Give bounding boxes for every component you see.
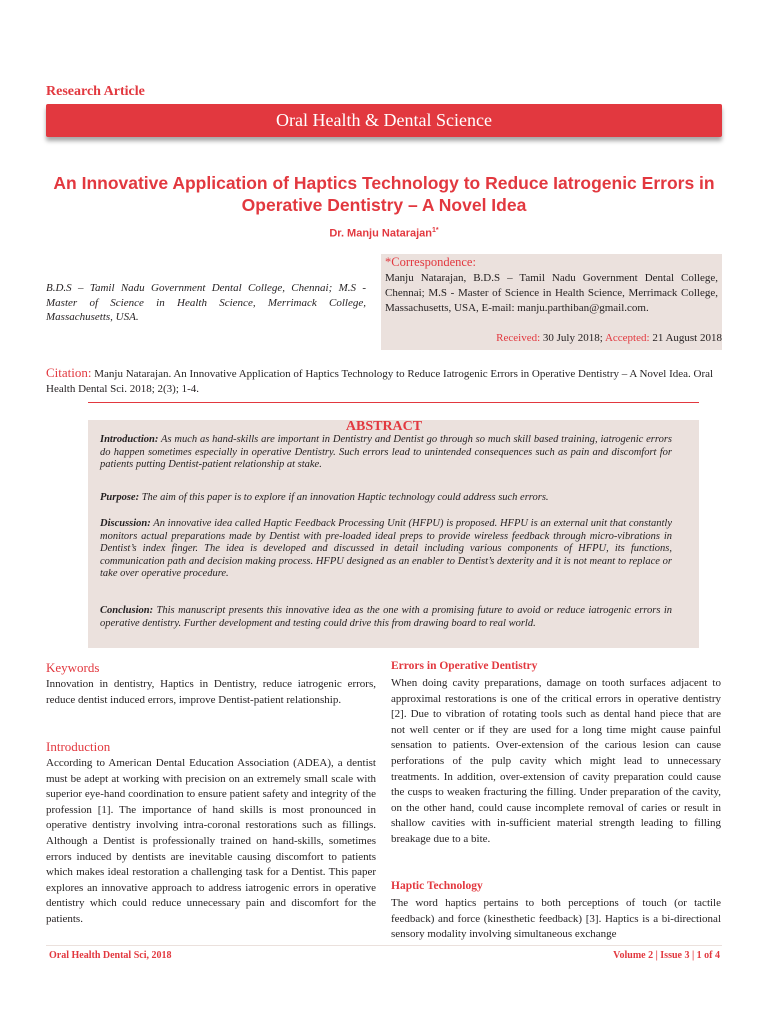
received-label: Received: (496, 332, 541, 344)
introduction-text: According to American Dental Education Association (ADEA), a dentist must be adept at working with precision on an extremely small scale with superior eye-hand coordination to ensure patient safety and integrity of the profession [1]. The importance of hand skills is most pronounced in operative dentistry involving intra-coronal restorations such as fillings. Although a Dentist is professionally trained on hand-skills, sometimes errors induced by dentists are inevitable causing discomfort to patients which makes ideal restoration a challenging task for a Dentist. This paper explores an innovative approach to address iatrogenic errors in operative dentistry which could reduce unnecessary pain and discomfort for the patients. (46, 757, 376, 925)
abstract-conclusion-text: This manuscript presents this innovative idea as the one with a promising future to avoid or reduce iatrogenic errors in operative dentistry. Further development and testing could drive this from drawing board to real world. (100, 605, 673, 629)
dates-line (496, 332, 722, 344)
received-date: 30 July 2018; (542, 332, 603, 344)
article-type: Research Article (46, 84, 145, 99)
errors-text: When doing cavity preparations, damage on tooth surfaces adjacent to approximal restorations is one of the critical errors in operative dentistry [2]. Due to vibration of rotating tools such as dental hand piece that are not well center or if they are used for a long time might cause painful sensation to patients. Over-extension of the carious lesion can cause perforations of the pulp cavity which might lead to unnecessary treatments. In addition, over-extension of cavity preparation could cause the cusps to weaken fracturing the filling. Under preparation of the cavity, on the other hand, could cause incomplete removal of caries or result in shallow cavities with in-sufficient material strength leading to filling breakage due to a bite. (391, 677, 721, 845)
affiliation: B.D.S – Tamil Nadu Government Dental College, Chennai; M.S - Master of Science in Health Science, Merrimack College, Massachusetts, USA. (46, 282, 366, 323)
citation-label: Citation: (46, 365, 92, 380)
abstract-introduction-label: Introduction: (100, 434, 159, 445)
errors-heading: Errors in Operative Dentistry (391, 660, 538, 672)
footer-divider (46, 945, 722, 946)
correspondence-label: *Correspondence: (385, 255, 476, 269)
footer-volume: Volume 2 | Issue 3 | 1 of 4 (613, 950, 720, 961)
abstract-introduction-text: As much as hand-skills are important in Dentistry and Dentist go through so much skill based training, iatrogenic errors do happen sometimes especially in operative Dentistry. Such errors lead to unintended consequences such as pain and discomfort for patients putting Dentist-patient relationship at stake. (100, 434, 672, 470)
abstract-heading: ABSTRACT (345, 419, 423, 434)
journal-banner: Oral Health & Dental Science (46, 104, 722, 137)
author-name: Dr. Manju Natarajan (329, 227, 433, 240)
abstract-purpose-text: The aim of this paper is to explore if an innovation Haptic technology could address such errors. (141, 492, 549, 503)
abstract-purpose (100, 492, 672, 505)
abstract-conclusion (100, 605, 672, 630)
citation-text: Manju Natarajan. An Innovative Application of Haptics Technology to Reduce Iatrogenic Errors in Operative Dentistry – A Novel Idea. Oral Health Dental Sci. 2018; 2(3); 1-4. (46, 368, 714, 395)
author-marks: 1* (432, 227, 439, 234)
accepted-label: Accepted: (604, 332, 650, 344)
abstract-discussion-text: An innovative idea called Haptic Feedback Processing Unit (HFPU) is proposed. HFPU is an external unit that constantly monitors actual preparations made by Dentist with pre-loaded ideal preps to provide wireless feedback through micro-vibrations in Dentist’s index finger. The idea is developed and discussed in detail including various components of HFPU, its functions, communication path and decision making process. HFPU designed as an enabler to Dentist’s dexterity and it is not meant to replace or take over operative procedure. (100, 518, 672, 579)
abstract-discussion (100, 518, 672, 581)
correspondence-text: Manju Natarajan, B.D.S – Tamil Nadu Government Dental College, Chennai; M.S - Master of Science in Health Science, Merrimack College, Massachusetts, USA, E-mail: manju.parthiban@gmail.com. (385, 272, 718, 314)
abstract-conclusion-label: Conclusion: (100, 605, 154, 616)
introduction-heading: Introduction (46, 739, 111, 754)
abstract-divider (88, 402, 699, 403)
paper-title: An Innovative Application of Haptics Technology to Reduce Iatrogenic Errors in Operative Dentistry – A Novel Idea (53, 173, 715, 215)
abstract-discussion-label: Discussion: (100, 518, 151, 529)
haptic-heading: Haptic Technology (391, 880, 483, 892)
haptic-text: The word haptics pertains to both perceptions of touch (or tactile feedback) and force (kinesthetic feedback) [3]. Haptics is a bi-directional sensory modality involving simultaneous exchange (391, 897, 721, 941)
author-line (46, 227, 722, 240)
accepted-date: 21 August 2018 (652, 332, 722, 344)
keywords-text: Innovation in dentistry, Haptics in Dentistry, reduce iatrogenic errors, reduce dentist induced errors, improve Dentist-patient relationship. (46, 678, 376, 706)
footer-journal: Oral Health Dental Sci, 2018 (49, 950, 172, 961)
citation (46, 365, 722, 397)
abstract-purpose-label: Purpose: (100, 492, 140, 503)
keywords-heading: Keywords (46, 660, 100, 675)
abstract-introduction (100, 434, 672, 472)
